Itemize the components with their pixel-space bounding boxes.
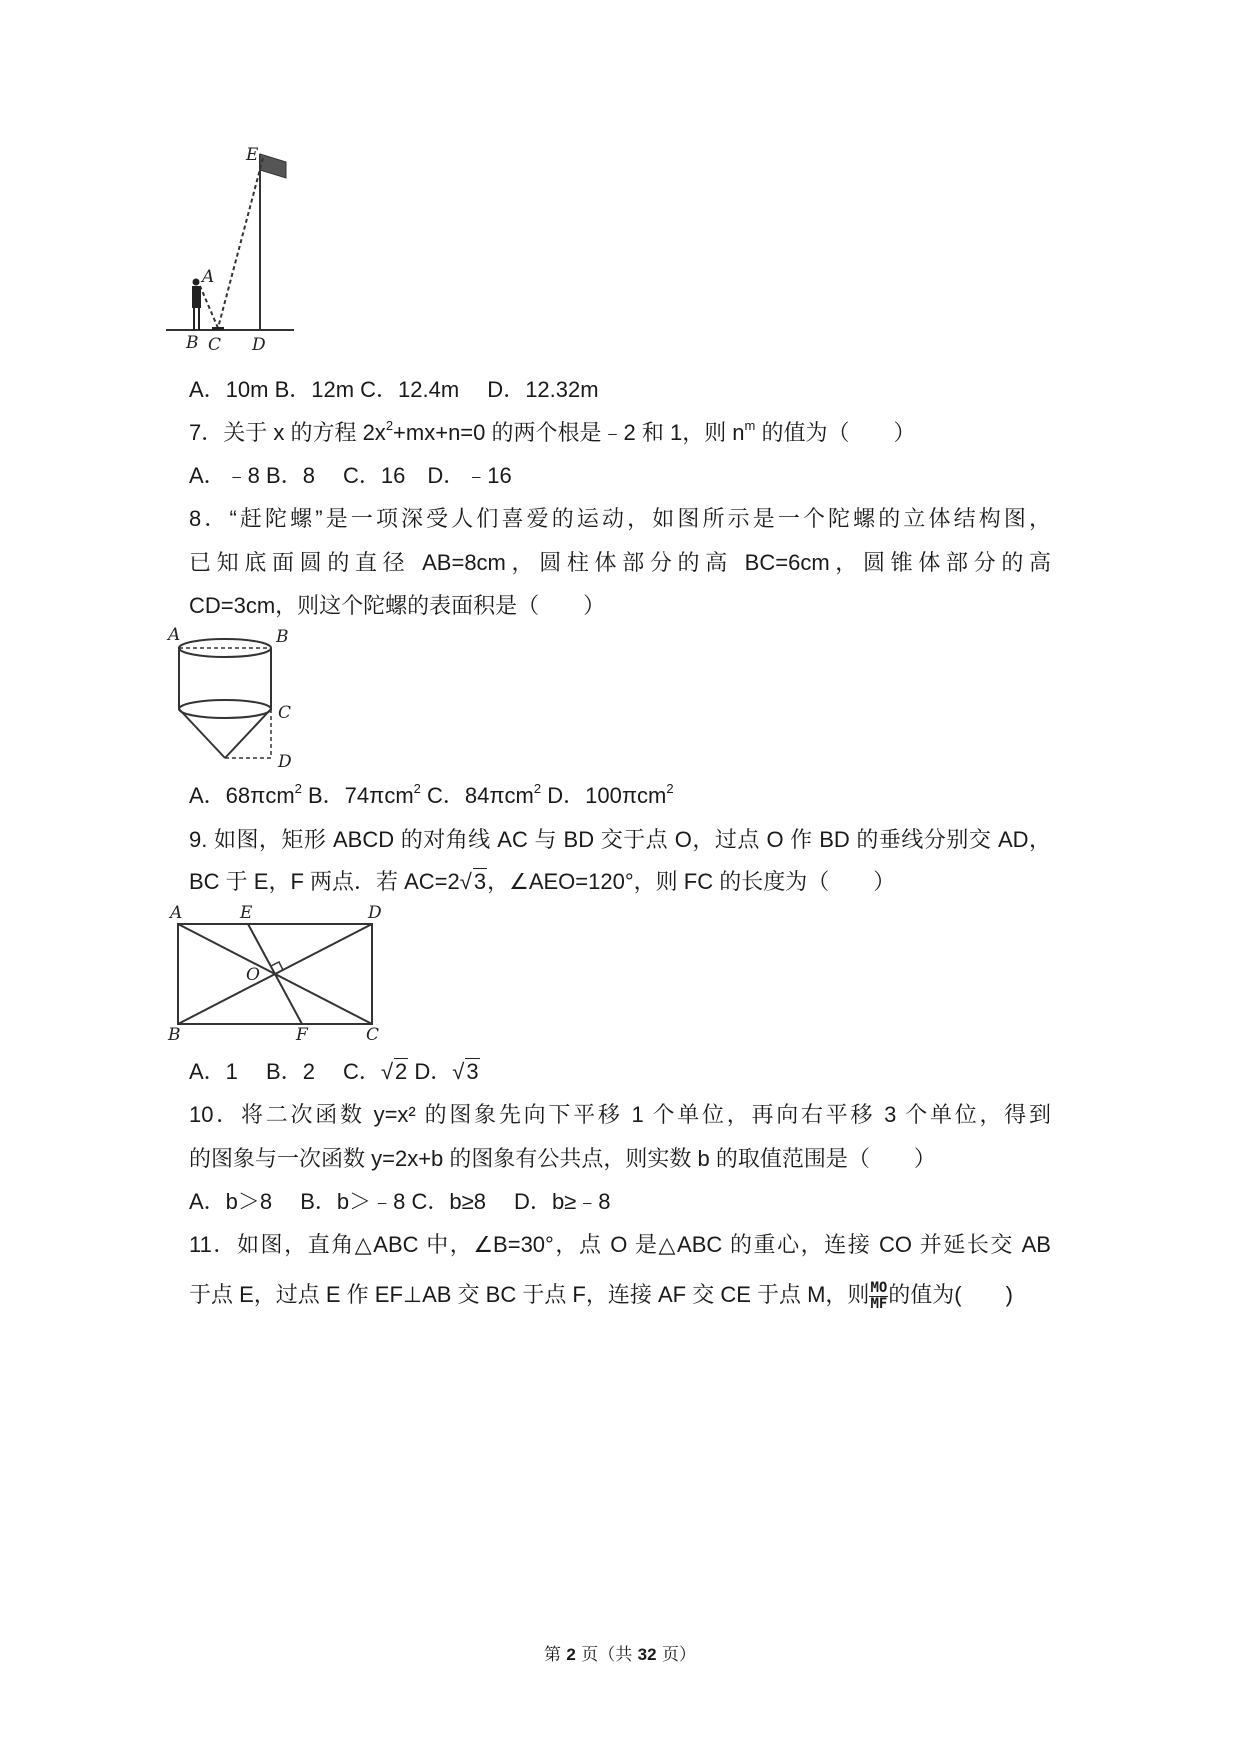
q10-line2: 的图象与一次函数 y=2x+b 的图象有公共点，则实数 b 的取值范围是（ ） — [189, 1146, 936, 1171]
label-B: B — [276, 627, 289, 647]
rectangle-figure — [160, 900, 400, 1050]
label-A: A — [170, 903, 183, 923]
q9-line2: BC 于 E，F 两点．若 AC=2√3，∠AEO=120°，则 FC 的长度为（ ） — [189, 867, 895, 897]
label-C: C — [366, 1025, 380, 1045]
q11-line2: 于点 E，过点 E 作 EF⊥AB 交 BC 于点 F，连接 AF 交 CE 于点 M，则 $\frac{MO}{MF}$ 的值为( ) — [189, 1279, 1013, 1312]
label-A: A — [168, 625, 181, 645]
q7-stem: 7．关于 x 的方程 $2x^2+mx+n=0$ 的两个根是﹣2 和 1，则 $n^m$ 的值为（ ） — [189, 417, 916, 445]
label-B: B — [168, 1025, 181, 1045]
spinning-top-figure — [160, 622, 310, 772]
q8-line3: CD=3cm，则这个陀螺的表面积是（ ） — [189, 593, 606, 618]
q8-line1: 8．“赶陀螺”是一项深受人们喜爱的运动，如图所示是一个陀螺的立体结构图， — [189, 506, 1051, 531]
label-E: E — [246, 145, 259, 165]
q8-line2: 已知底面圆的直径 AB=8cm，圆柱体部分的高 BC=6cm，圆锥体部分的高 — [189, 550, 1051, 575]
label-O: O — [246, 965, 260, 985]
q10-options: A．b＞8 B．b＞﹣8 C．b≥8 D．b≥﹣8 — [189, 1189, 611, 1214]
label-F: F — [296, 1025, 308, 1045]
q9-line1: 9. 如图，矩形 ABCD 的对角线 AC 与 BD 交于点 O，过点 O 作 BD 的垂线分别交 AD， — [189, 827, 1051, 852]
q7-options: A．﹣8 B．8 C．16 D．﹣16 — [189, 463, 512, 488]
q9-options: A．1 B．2 C．√2 D．√3 — [189, 1057, 480, 1087]
label-A: A — [202, 267, 215, 287]
q10-line1: 10．将二次函数 y=x² 的图象先向下平移 1 个单位，再向右平移 3 个单位，得到 — [189, 1102, 1051, 1127]
label-D: D — [368, 903, 382, 923]
label-B: B — [186, 333, 199, 353]
sqrt-3: √3 — [459, 869, 487, 894]
label-C: C — [208, 335, 222, 355]
q8-options: A．68πcm$^2$ B．74πcm$^2$ C．84πcm$^2$ D．100πcm$^2$ — [189, 780, 674, 808]
sqrt-2: √2 — [380, 1059, 408, 1084]
flagpole-figure — [160, 140, 310, 355]
sqrt-3-option: √3 — [452, 1059, 479, 1084]
label-C: C — [278, 703, 292, 723]
label-D: D — [252, 335, 266, 355]
q6-options: A．10m B．12m C．12.4m D．12.32m — [189, 377, 599, 402]
q11-line1: 11．如图，直角△ABC 中，∠B=30°，点 O 是△ABC 的重心，连接 CO 并延长交 AB — [189, 1232, 1051, 1257]
page-footer: 第 2 页（共 32 页） — [543, 1645, 696, 1665]
label-E: E — [240, 903, 253, 923]
fraction-mo-mf: $\frac{MO}{MF}$ — [870, 1279, 888, 1312]
label-D: D — [278, 752, 292, 772]
